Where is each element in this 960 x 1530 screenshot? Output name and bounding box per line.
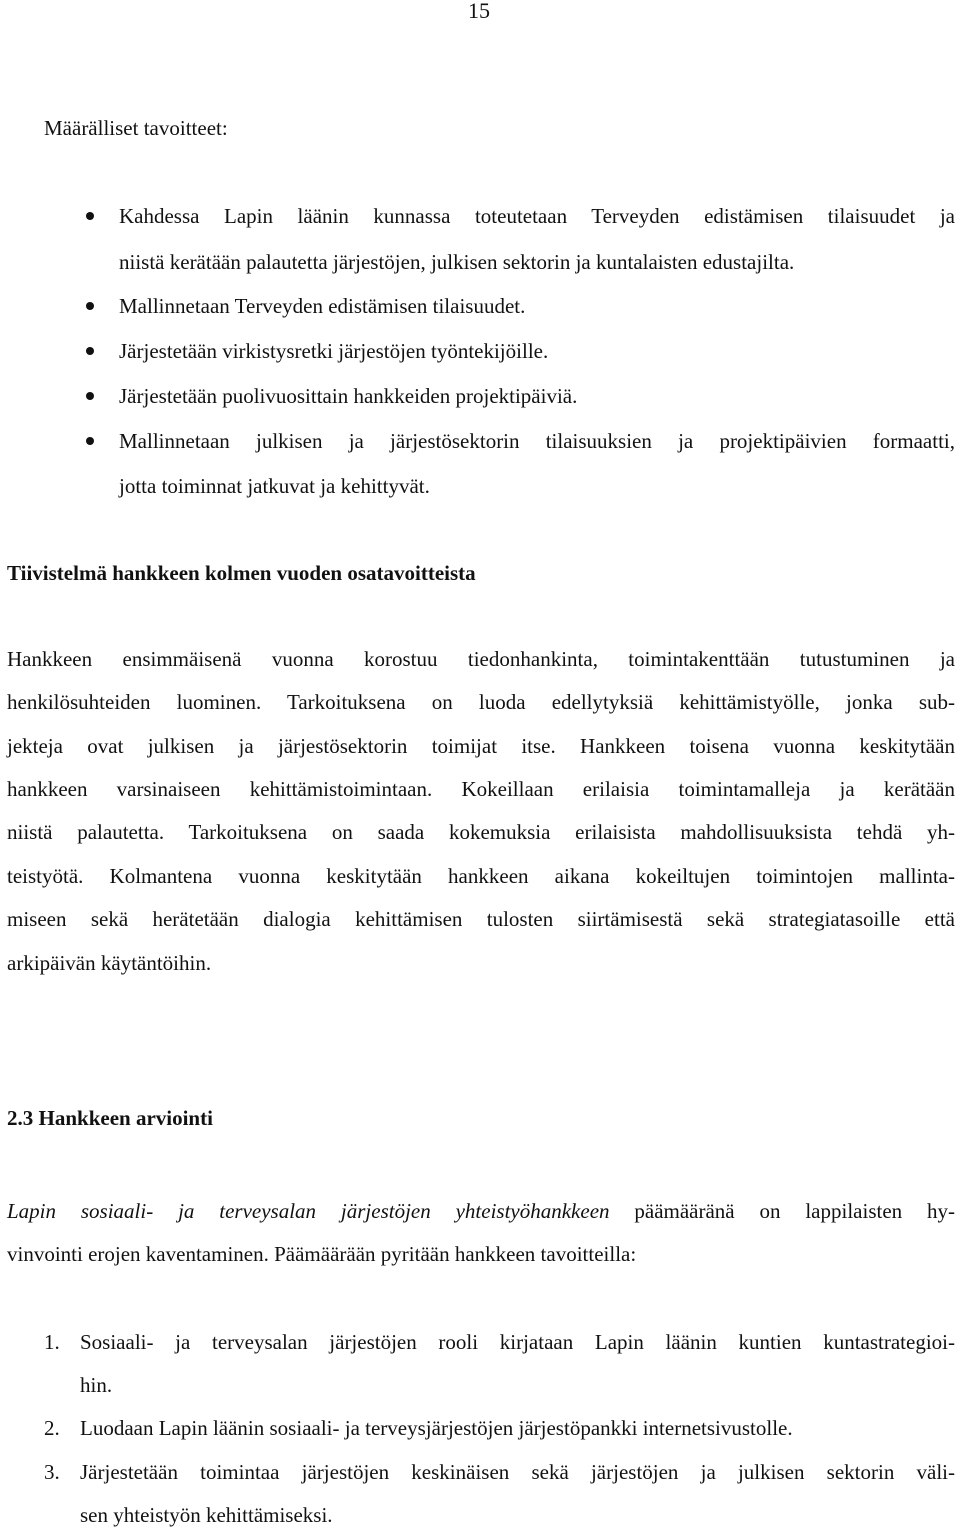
list-number: 1. (44, 1330, 60, 1354)
summary-line: miseen sekä herätetään dialogia kehittämisen tulosten siirtämisestä sekä strategiatasoille että (7, 907, 955, 931)
numbered-1-line-2: hin. (80, 1373, 113, 1397)
evaluation-line-2: vinvointi erojen kaventaminen. Päämäärään pyritään hankkeen tavoitteilla: (7, 1242, 637, 1266)
bullet-1-line-2: niistä kerätään palautetta järjestöjen, julkisen sektorin ja kuntalaisten edustajilta. (119, 250, 795, 274)
bullet-icon (86, 212, 94, 220)
evaluation-line-1-rest: päämääränä on lappilaisten hy- (634, 1199, 955, 1223)
numbered-1-line-1: Sosiaali- ja terveysalan järjestöjen rooli kirjataan Lapin läänin kuntien kuntastrategioi- (80, 1330, 955, 1354)
bullet-icon (86, 347, 94, 355)
bullet-2-line-1: Mallinnetaan Terveyden edistämisen tilaisuudet. (119, 294, 526, 318)
list-number: 3. (44, 1460, 60, 1484)
numbered-3-line-1: Järjestetään toimintaa järjestöjen keskinäisen sekä järjestöjen ja julkisen sektorin väli- (80, 1460, 955, 1484)
bullet-icon (86, 302, 94, 310)
summary-line: jekteja ovat julkisen ja järjestösektorin toimijat itse. Hankkeen toisena vuonna keskitytään (7, 734, 955, 758)
bullet-1-line-1: Kahdessa Lapin läänin kunnassa toteutetaan Terveyden edistämisen tilaisuudet ja (119, 204, 955, 228)
bullet-3-line-1: Järjestetään virkistysretki järjestöjen työntekijöille. (119, 339, 549, 363)
bullet-5-line-1: Mallinnetaan julkisen ja järjestösektorin tilaisuuksien ja projektipäivien formaatti, (119, 429, 955, 453)
bullet-icon (86, 392, 94, 400)
numbered-3-line-2: sen yhteistyön kehittämiseksi. (80, 1503, 333, 1527)
bullet-icon (86, 437, 94, 445)
list-number: 2. (44, 1416, 60, 1440)
summary-line: arkipäivän käytäntöihin. (7, 951, 212, 975)
page-number: 15 (468, 0, 490, 23)
bullet-5-line-2: jotta toiminnat jatkuvat ja kehittyvät. (119, 474, 430, 498)
summary-line: niistä palautetta. Tarkoituksena on saada kokemuksia erilaisista mahdollisuuksista tehdä yh- (7, 820, 955, 844)
section-heading: 2.3 Hankkeen arviointi (7, 1106, 213, 1130)
summary-heading: Tiivistelmä hankkeen kolmen vuoden osatavoitteista (7, 561, 476, 585)
evaluation-line-1 (7, 1199, 955, 1224)
summary-line: hankkeen varsinaiseen kehittämistoimintaan. Kokeillaan erilaisia toimintamalleja ja kerätään (7, 777, 955, 801)
summary-line: henkilösuhteiden luominen. Tarkoituksena on luoda edellytyksiä kehittämistyölle, jonka sub- (7, 690, 955, 714)
project-name: Lapin sosiaali- ja terveysalan järjestöjen yhteistyöhankkeen (7, 1199, 610, 1223)
summary-line: teistyötä. Kolmantena vuonna keskitytään hankkeen aikana kokeiltujen toimintojen mallinta- (7, 864, 955, 888)
bullet-4-line-1: Järjestetään puolivuosittain hankkeiden projektipäiviä. (119, 384, 578, 408)
goals-heading: Määrälliset tavoitteet: (44, 116, 228, 140)
summary-line: Hankkeen ensimmäisenä vuonna korostuu tiedonhankinta, toimintakenttään tutustuminen ja (7, 647, 955, 671)
numbered-2-line-1: Luodaan Lapin läänin sosiaali- ja terveysjärjestöjen järjestöpankki internetsivustolle. (80, 1416, 793, 1440)
